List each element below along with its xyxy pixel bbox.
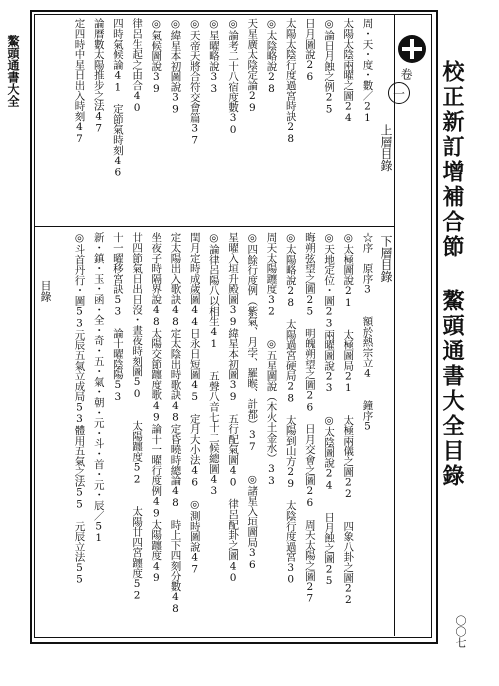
- upper-entry: 論曆數太陽推步之法47: [92, 18, 105, 135]
- upper-entry: 四時氣候論41 定節氣時刻46: [111, 18, 124, 179]
- lower-entry: 晦朔弦望之圖25 明魄朔望之圖26 日月交會之圖26 周天太陽之圖27: [303, 232, 316, 605]
- upper-entry: 太陽太陰行度過宮時訣28: [284, 18, 297, 145]
- lower-heading: 下層目錄: [379, 235, 393, 283]
- lower-entry: 閏月定時成歲圖44日永日短圖45 定月大小法46 ◎測時圖說47: [188, 232, 201, 576]
- lower-entry: 坐夜子時隔界說48太陽交節躔度歌49論十一曜行度例49太陽躔度49: [150, 232, 163, 584]
- lower-entry: ☆序 原序3 額於熱宗立4 鐘序5: [361, 232, 374, 433]
- lower-entry: ◎論律呂陽八以相生41 五聲八音七十二候總圖43: [207, 232, 220, 498]
- lower-entry: 十一曜移宮訣53 論十曜陰陽53: [111, 232, 124, 403]
- lower-entry: 新・鎮・玉・函・全・奇・五・氣・朝・元・斗・首・元・辰／51: [92, 232, 105, 545]
- upper-entry: 日月圖說26: [303, 18, 316, 83]
- lower-entry: 周天太陽躔度32 ◎五星圖說（木火土金水）33: [265, 232, 278, 487]
- page-number: 〇〇七: [454, 615, 467, 648]
- upper-entry: ◎星曜略說33: [207, 18, 220, 95]
- upper-entry: 太陽太陰兩曜之圖24: [342, 18, 355, 125]
- title-divider: [394, 14, 395, 636]
- tier-divider: [34, 226, 394, 227]
- upper-entry: 律呂生起之由合40: [131, 18, 144, 114]
- side-title: 鰲頭通書大全: [6, 35, 20, 107]
- lower-entry: ◎斗首丹行・圖53元辰五氣立成局53體用五氣之法55 元辰立法55: [73, 232, 86, 586]
- lower-entry: ◎四餘行度例（紫氣、月孛、羅睺、計都）37 ◎諸星入垣圖局36: [246, 232, 259, 571]
- volume-label: 卷: [399, 68, 413, 80]
- upper-entry: ◎緯星本初圖說39: [169, 18, 182, 116]
- upper-entry: ◎論日月蝕之例25: [323, 18, 336, 116]
- upper-entry: ◎太陰略說28: [265, 18, 278, 95]
- lower-entry: 定太陽出入歌訣48定太陰出時歌訣48定昏曉時總論48 時上下四刻分數48: [169, 232, 182, 615]
- lower-entry: 廿四節氣日出日沒・晝夜時刻圖50 太陽躔度52 太陽廿四宮躔度52: [131, 232, 144, 602]
- upper-entry: 定四時中星日出入時刻47: [73, 18, 86, 145]
- upper-entry: 天星廣太陰定論29: [246, 18, 259, 114]
- lower-entry: ◎太極圖說21 太極圖局21 太極兩儀之圖22 四象八卦之圖22: [342, 232, 355, 607]
- lower-entry: 星曜入垣升殿圖39緯星本初圖39 五行配氣圖40 律呂配卦之圖40: [227, 232, 240, 584]
- lower-entry: ◎天地定位・圖23兩曜圖說23 ◎太陰圖說24 日月蝕之圖25: [323, 232, 336, 587]
- upper-entry: ◎論考二十八宿度數30: [227, 18, 240, 136]
- upper-entry: ◎氣候圖說39: [150, 18, 163, 95]
- volume-badge: 一: [388, 82, 410, 104]
- lower-entry: ◎太陽略說28 太陽過宮硬局28 太陽到山方29 太陰行度過宮30: [284, 232, 297, 586]
- upper-entry: 周・天・度・數／21: [361, 18, 374, 125]
- upper-heading: 上層目錄: [379, 124, 393, 172]
- book-title: 校正新訂增補合節 鰲頭通書大全目錄: [439, 60, 465, 489]
- side-section-label: 目錄: [39, 280, 52, 302]
- upper-entry: ◎天帝天將合符交會篇37: [188, 18, 201, 147]
- book-emblem-icon: [398, 35, 426, 63]
